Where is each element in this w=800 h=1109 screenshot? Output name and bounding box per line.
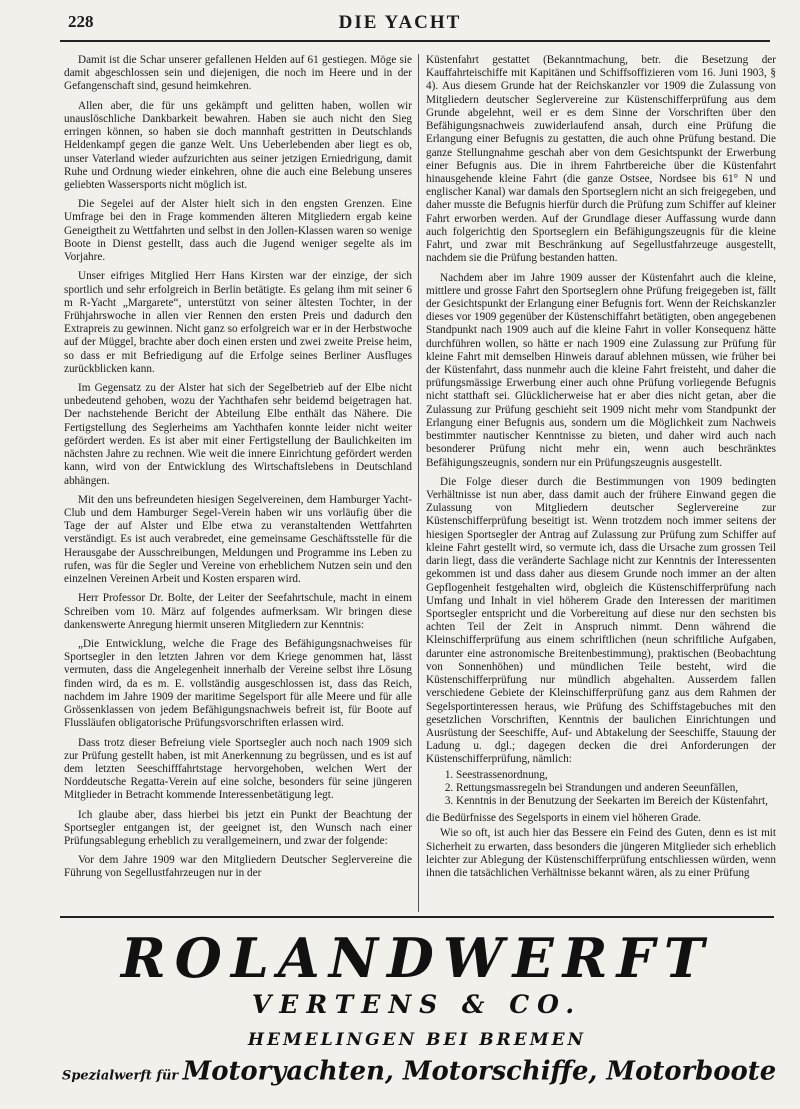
paragraph: Küstenfahrt gestattet (Bekanntmachung, betr. die Besetzung der Kauffahrteischiffe mit Kapitänen und Schiffsoffizieren vom 16. Juni 1903, § 4). Aus diesem Grunde hat der Reichskanzler vor 1909 die Zulassung von Mitgliedern deutscher Seglervereine zur Küstenschifferprüfung aus dem Grunde abgelehnt, weil er es dem Sinne der Vorschriften über den Befähigungsnachweis zuwiderlaufend ansah, durch eine Prüfung die Erlangung einer Befugnis zu gestatten, die auch ohne Prüfung bestand. Die ganze Stellungnahme geschah aber von dem Gesichtspunkt der Erwerbung einer Befugnis aus. Die in ihrem Fahrtbereiche über die Küstenfahrt hinausgehende kleine Fahrt (die ganze Ostsee, Nordsee bis 61° N und englischer Kanal) war damals den Sportseglern nicht an sich freigegeben, und daher musste die Befugnis hierfür durch die Prüfung zum Schiffer auf kleiner Fahrt erworben werden. Auf der Grundlage dieser Auffassung wurde dann auch folgerichtig den Sportseglern ein Befähigungszeugnis für die kleine Fahrt, und zwar mit Beschränkung auf Segellustfahrzeuge ausgestellt, nachdem sie die Prüfung bestanden hatten. [426, 54, 776, 265]
paragraph: Mit den uns befreundeten hiesigen Segelvereinen, dem Hamburger Yacht-Club und dem Hamburger Segel-Verein haben wir uns vorläufig über die Tage der auf Alster und Elbe etwa zu veranstaltenden Wettfahrten verständigt. Es ist auch verabredet, eine gemeinsame Geschäftsstelle für die Herausgabe der Ausschreibungen, Meldungen und Programme ins Leben zu rufen, was für die Segler und Vereine von erheblichem Nutzen sein und den einzelnen Vereinen Arbeit und Kosten ersparen wird. [64, 493, 412, 586]
list-item: 2. Rettungsmassregeln bei Strandungen und anderen Seeunfällen, [456, 782, 776, 795]
left-column [64, 54, 412, 912]
paragraph: Unser eifriges Mitglied Herr Hans Kirsten war der einzige, der sich sportlich und sehr erfolgreich in Berlin betätigte. Es gelang ihm mit seiner 6 m R-Yacht „Margarete“, unterstützt von seiner ältesten Tochter, in der Frühjahrswoche in allen vier Rennen den ersten Preis und dadurch den Extrapreis zu gewinnen. Nicht ganz so erfolgreich war er in der Herbstwoche auf der Müggel, brachte aber doch einen ersten und zwei zweite Preise heim, so dass er mit Befriedigung auf die Erfolge seines Berliner Ausfluges zurückblicken kann. [64, 270, 412, 375]
page-number: 228 [68, 12, 94, 31]
paragraph: Nachdem aber im Jahre 1909 ausser der Küstenfahrt auch die kleine, mittlere und grosse Fahrt den Sportseglern ohne Prüfung freigegeben ist, fällt der Gesichtspunkt der Erlangung einer Befugnis fort. Wenn der Reichskanzler dieses vor 1909 gegenüber der Küstenschiffahrt betätigten, oben angegebenen Standpunkt nach 1909 auch auf die kleine Fahrt in voller Konsequenz hätte durchführen wollen, so hätte er nach 1909 eine Zulassung zur Prüfung für kleine Fahrt mit demselben Hinweis darauf ablehnen müssen, wie früher bei der Küstenfahrt, dass nunmehr auch die kleine Fahrt freisteht, und daher die prüfungsmässige Erwerbung einer auch ohne Prüfung vorliegende Befugnis nicht statthaft sei. Glücklicherweise hat er aber dies nicht getan, aber die Zulassung zur Prüfung geschieht seit 1909 nicht mehr vom Standpunkt der Erlangung einer Befugnis aus, sondern um die Möglichkeit zum Nachweis bestimmter nautischer Kenntnisse zu bieten, und daher wird auch nach besonderer Prüfung nicht mehr ein, wenn auch beschränktes Befähigungszeugnis, sondern nur ein Prüfungszeugnis ausgestellt. [426, 271, 776, 469]
paragraph: Wie so oft, ist auch hier das Bessere ein Feind des Guten, denn es ist mit Sicherheit zu erwarten, dass besonders die jüngeren Mitglieder sich erheblich leichter zur Ablegung der Küstenschifferprüfung entschliessen würden, wenn ihnen die tatsächlichen Verhältnisse bekannt wären, als zu einer Prüfung [426, 827, 776, 880]
column-divider [418, 54, 419, 912]
paragraph: Ich glaube aber, dass hierbei bis jetzt ein Punkt der Beachtung der Sportsegler entgangen ist, der geeignet ist, den Wunsch nach einer Prüfungsablegung erheblich zu verallgemeinern, und zwar der folgende: [64, 808, 412, 848]
right-column [426, 54, 776, 912]
tagline-prefix: Spezialwerft für [62, 1067, 179, 1083]
paragraph: Damit ist die Schar unserer gefallenen Helden auf 61 gestiegen. Möge sie damit abgeschlossen sein und diejenigen, die noch im Heere und in der Gefangenschaft sind, gesund heimkehren. [64, 54, 412, 93]
advertisement [60, 918, 777, 1109]
paragraph: die Bedürfnisse des Segelsports in einem viel höheren Grade. [426, 812, 701, 825]
header-rule [60, 40, 770, 42]
paragraph: Die Folge dieser durch die Bestimmungen von 1909 bedingten Verhältnisse ist nun aber, dass damit auch der frühere Einwand gegen die Zulassung von Mitgliedern deutscher Seglervereine zur Küstenschifferprüfung beseitigt ist. Wenn trotzdem noch immer seitens der hiesigen Sportsegler der Antrag auf Zulassung zur Prüfung zum Schiffer auf kleine Fahrt gestellt wird, so vermute ich, dass die Ursache zum grossen Teil darin liegt, dass die veränderte Sachlage nicht zur Kenntnis der Interessenten gekommen ist und dass daher aus diesem Grunde noch immer an der alten Gepflogenheit festgehalten wird, obgleich die Küstenschifferprüfung nach Umfang und Inhalt in viel höherem Grade den Interessen der maritimen Sportsegler entspricht und die Vorbereitung auf diese nur den sechsten bis achten Teil der Zeit in Anspruch nimmt. Denn während die Kleinschifferprüfung aus einem schriftlichen (neun schriftliche Aufgaben, darunter eine astronomische Breitenbestimmung), praktischen (Beobachtung von Sonnenhöhen) und mündlichen Teile besteht, wird die Küstenschifferprüfung nur mündlich abgehalten. Ausserdem fallen verschiedene Gebiete der Kleinschifferprüfung ganz aus dem Rahmen der Segelsportinteressen heraus, wie Prüfung des Schiffstagebuches mit den gesetzlichen Vorschriften, Kenntnis der baulichen Einrichtungen und Ausrüstung der Seeschiffe, Auf- und Abtakelung der Seeschiffe, Stauung der Ladung u. dgl.; dagegen decken die drei Anforderungen der Küstenschifferprüfung, nämlich: [426, 475, 776, 766]
paragraph: Im Gegensatz zu der Alster hat sich der Segelbetrieb auf der Elbe nicht unbedeutend gehoben, wozu der Yachthafen sehr beidemd beigetragen hat. Der nachstehende Bericht der Abteilung Elbe enthält das Nähere. Die Fertigstellung des Seglerheims am Yachthafen konnte leider nicht weiter gefördert werden. Es ist aber mit einer Fertigstellung der Baulichkeiten im nächsten Jahre zu rechnen. Wie weit die innere Einrichtung gefördert werden kann, wird von der Entwicklung des Wirtschaftslebens in Deutschland abhängen. [64, 382, 412, 487]
paragraph: Allen aber, die für uns gekämpft und gelitten haben, wollen wir unauslöschliche Dankbarkeit bewahren. Haben sie auch nicht den Sieg erringen können, so haben sie doch mannhaft gestritten in Deutschlands Heldenkampf gegen die ganze Welt. Uns Ueberlebenden aber liegt es ob, unser Vaterland wieder aufzurichten aus seiner jetzigen Erniedrigung, damit Ruhe und Ordnung wieder einkehren, ohne die auch eine Belebung unseres geliebten Wassersports nicht möglich ist. [64, 99, 412, 191]
list-item: 3. Kenntnis in der Benutzung der Seekarten im Bereich der Küstenfahrt, [456, 795, 776, 808]
advertisement-location: HEMELINGEN BEI BREMEN [247, 1030, 587, 1050]
paragraph: Dass trotz dieser Befreiung viele Sportsegler auch noch nach 1909 sich zur Prüfung gestellt haben, ist mit Anerkennung zu begrüssen, und es ist auf dem letzten Seeschifffahrtstage hervorgehoben, welchen Wert der Norddeutsche Regatta-Verein auf eine solche, besonders für seine jüngeren Mitglieder in Betracht kommende Interessenbetätigung legt. [64, 736, 412, 802]
paragraph: Vor dem Jahre 1909 war den Mitgliedern Deutscher Seglervereine die Führung von Segellustfahrzeugen nur in der [64, 854, 412, 880]
advertisement-tagline [62, 1056, 777, 1087]
numbered-list [426, 769, 776, 809]
running-head: DIE YACHT [338, 12, 462, 33]
advertisement-brand: ROLANDWERFT [120, 926, 714, 990]
list-item: 1. Seestrassenordnung, [456, 769, 776, 782]
tagline-main: Motoryachten, Motorschiffe, Motorboote [182, 1056, 777, 1087]
advertisement-company: VERTENS & CO. [251, 990, 583, 1019]
paragraph: Herr Professor Dr. Bolte, der Leiter der Seefahrtschule, macht in einem Schreiben vom 10. März auf folgendes aufmerksam. Wir bringen diese dankenswerte Anregung hiermit unseren Mitgliedern zur Kenntnis: [64, 592, 412, 631]
paragraph: Die Segelei auf der Alster hielt sich in den engsten Grenzen. Eine Umfrage bei den in Frage kommenden älteren Mitgliedern ergab keine Geneigtheit zu Wettfahrten und selbst in den Jollen-Klassen waren so wenige Boote in Dienst gestellt, dass auch die Jugend weniger segelte als im Vorjahre. [64, 198, 412, 264]
paragraph: „Die Entwicklung, welche die Frage des Befähigungsnachweises für Sportsegler in den letzten Jahren vor dem Kriege genommen hat, lässt vermuten, dass die Angelegenheit innerhalb der Vereine selbst ihre Lösung finden wird, da es m. E. vollständig ausgeschlossen ist, dass das Reich, nachdem im Jahre 1909 der maritime Segelsport für alle Meere und für alle Grössenklassen von jedem Befähigungsnachweis befreit ist, für Boote auf Flussläufen obligatorische Prüfungsvorschriften erlassen wird. [64, 637, 412, 730]
